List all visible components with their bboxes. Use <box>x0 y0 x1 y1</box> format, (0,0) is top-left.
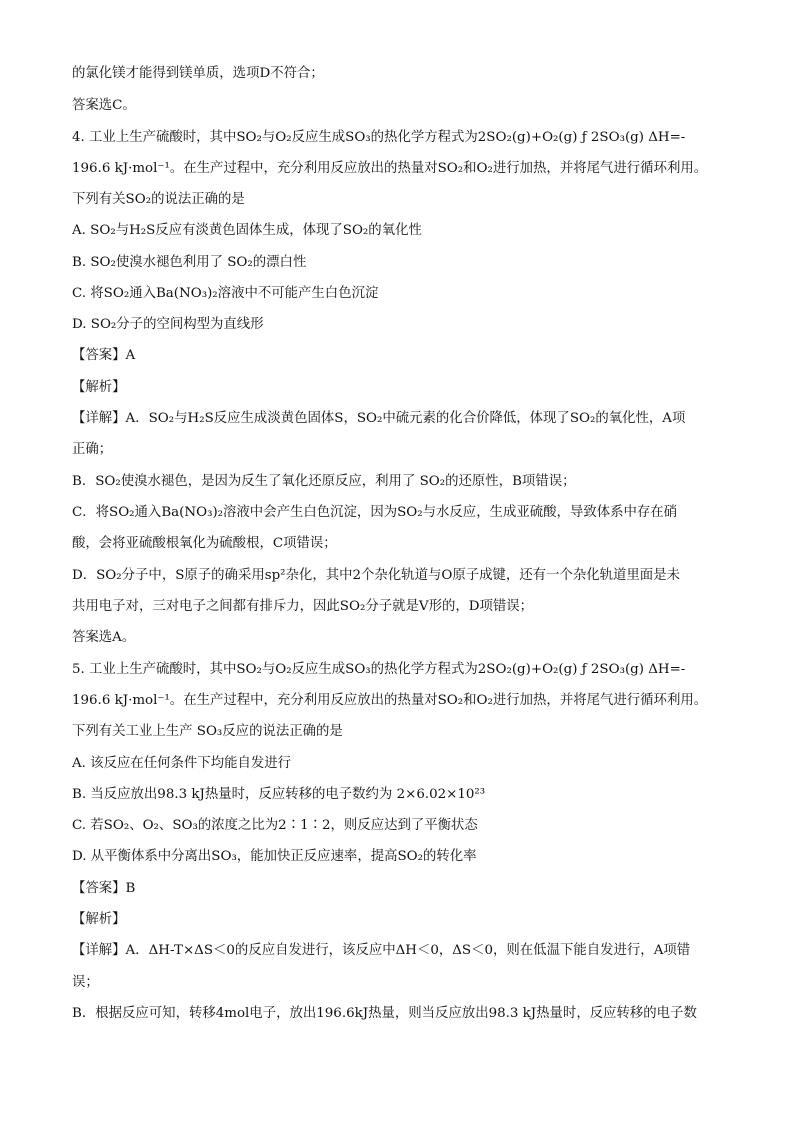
explanation-line: D．SO₂分子中，S原子的确采用sp²杂化，其中2个杂化轨道与O原子成键，还有一个杂化轨道里面是未 <box>72 568 680 583</box>
answer-label: 【答案】B <box>72 881 136 896</box>
explanation-line: 共用电子对，三对电子之间都有排斥力，因此SO₂分子就是V形的，D项错误； <box>72 599 534 614</box>
text-line: 196.6 kJ·mol⁻¹。在生产过程中，充分利用反应放出的热量对SO₂和O₂进行加热，并将尾气进行循环利用。 <box>72 693 708 708</box>
question-4-stem: 4. 工业上生产硫酸时，其中SO₂与O₂反应生成SO₃的热化学方程式为2SO₂(g)+O₂(g) ƒ 2SO₃(g) ΔH=- <box>72 130 686 145</box>
option-d: D. 从平衡体系中分离出SO₃，能加快正反应速率，提高SO₂的转化率 <box>72 849 477 864</box>
text-line: 答案选C。 <box>72 98 136 113</box>
option-a: A. 该反应在任何条件下均能自发进行 <box>72 756 292 771</box>
text-line: 的氯化镁才能得到镁单质，选项D不符合； <box>72 66 324 81</box>
explanation-line: C．将SO₂通入Ba(NO₃)₂溶液中会产生白色沉淀，因为SO₂与水反应，生成亚硫酸，导致体系中存在硝 <box>72 505 678 520</box>
explanation-line: 【详解】A．SO₂与H₂S反应生成淡黄色固体S，SO₂中硫元素的化合价降低，体现了SO₂的氧化性，A项 <box>72 411 686 426</box>
option-a: A. SO₂与H₂S反应有淡黄色固体生成，体现了SO₂的氧化性 <box>72 223 422 238</box>
analysis-label: 【解析】 <box>72 912 126 927</box>
explanation-line: 【详解】A．ΔH-T×ΔS＜0的反应自发进行，该反应中ΔH＜0，ΔS＜0，则在低温下能自发进行，A项错 <box>72 943 691 958</box>
answer-label: 【答案】A <box>72 348 136 363</box>
text-line: 下列有关工业上生产 SO₃反应的说法正确的是 <box>72 724 343 739</box>
analysis-label: 【解析】 <box>72 380 126 395</box>
text-line: 下列有关SO₂的说法正确的是 <box>72 192 245 207</box>
option-b: B. SO₂使溴水褪色利用了 SO₂的漂白性 <box>72 255 307 270</box>
option-d: D. SO₂分子的空间构型为直线形 <box>72 317 264 332</box>
explanation-line: 正确； <box>72 442 113 457</box>
text-line: 196.6 kJ·mol⁻¹。在生产过程中，充分利用反应放出的热量对SO₂和O₂进行加热，并将尾气进行循环利用。 <box>72 161 708 176</box>
option-c: C. 将SO₂通入Ba(NO₃)₂溶液中不可能产生白色沉淀 <box>72 286 379 301</box>
explanation-line: 酸，会将亚硫酸根氧化为硫酸根，C项错误； <box>72 536 337 551</box>
explanation-line: B．根据反应可知，转移4mol电子，放出196.6kJ热量，则当反应放出98.3 kJ热量时，反应转移的电子数 <box>72 1006 697 1021</box>
option-c: C. 若SO₂、O₂、SO₃的浓度之比为2∶1∶2，则反应达到了平衡状态 <box>72 818 478 833</box>
option-b: B. 当反应放出98.3 kJ热量时，反应转移的电子数约为 2×6.02×10²³ <box>72 787 486 802</box>
question-5-stem: 5. 工业上生产硫酸时，其中SO₂与O₂反应生成SO₃的热化学方程式为2SO₂(g)+O₂(g) ƒ 2SO₃(g) ΔH=- <box>72 662 686 677</box>
explanation-line: B．SO₂使溴水褪色，是因为反生了氧化还原反应，利用了 SO₂的还原性，B项错误； <box>72 474 576 489</box>
answer-choice: 答案选A。 <box>72 630 136 645</box>
explanation-line: 误； <box>72 975 99 990</box>
